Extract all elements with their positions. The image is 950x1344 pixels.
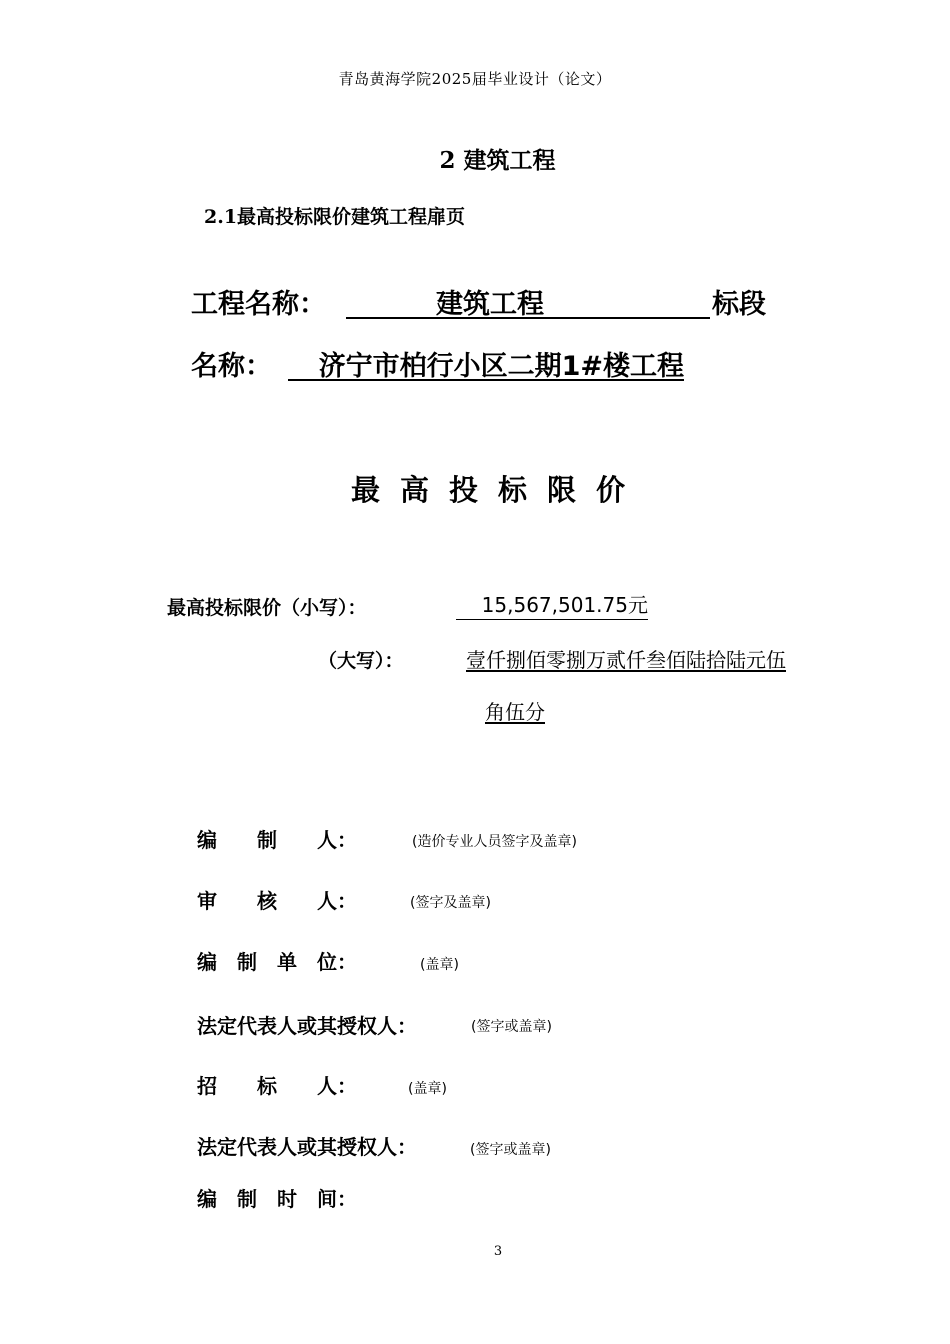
signature-note-legal-rep-1: (签字或盖章) [471,1019,552,1035]
price-small-label: 最高投标限价（小写）： [167,597,367,619]
signature-label-reviewer: 审 核 人： [197,889,357,913]
price-big-value-line2: 角伍分 [485,700,545,724]
signature-label-legal-rep-1: 法定代表人或其授权人： [197,1014,417,1038]
signature-label-unit: 编 制 单 位： [197,950,357,974]
price-big-label: （大写）： [318,650,404,672]
section-name-field [288,344,684,381]
page-number: 3 [493,1244,503,1259]
section-name-value: 济宁市柏行小区二期1#楼工程 [318,351,684,382]
project-name-field [346,282,710,319]
signature-label-legal-rep-2: 法定代表人或其授权人： [197,1135,417,1159]
signature-label-preparer: 编 制 人： [197,828,357,852]
section-heading: 2 建筑工程 [439,147,556,174]
price-small-value: 15,567,501.75元 [481,593,648,617]
section-label-part2: 名称： [191,351,272,382]
document-title: 最高投标限价 [350,473,645,507]
project-name-value: 建筑工程 [436,289,544,320]
signature-note-tenderer: (盖章) [408,1081,447,1097]
project-name-label: 工程名称： [191,289,326,320]
page-header: 青岛黄海学院2025届毕业设计（论文） [338,70,612,88]
price-small-field [456,591,648,620]
subsection-heading: 2.1最高投标限价建筑工程扉页 [204,206,466,228]
signature-note-preparer: (造价专业人员签字及盖章) [412,834,577,850]
signature-label-date: 编 制 时 间： [197,1187,357,1211]
signature-label-tenderer: 招 标 人： [197,1074,357,1098]
section-label-part1: 标段 [712,289,766,320]
price-big-value-line1: 壹仟捌佰零捌万贰仟叁佰陆拾陆元伍 [466,648,786,672]
signature-note-unit: (盖章) [420,957,459,973]
signature-note-legal-rep-2: (签字或盖章) [470,1142,551,1158]
signature-note-reviewer: (签字及盖章) [410,895,491,911]
